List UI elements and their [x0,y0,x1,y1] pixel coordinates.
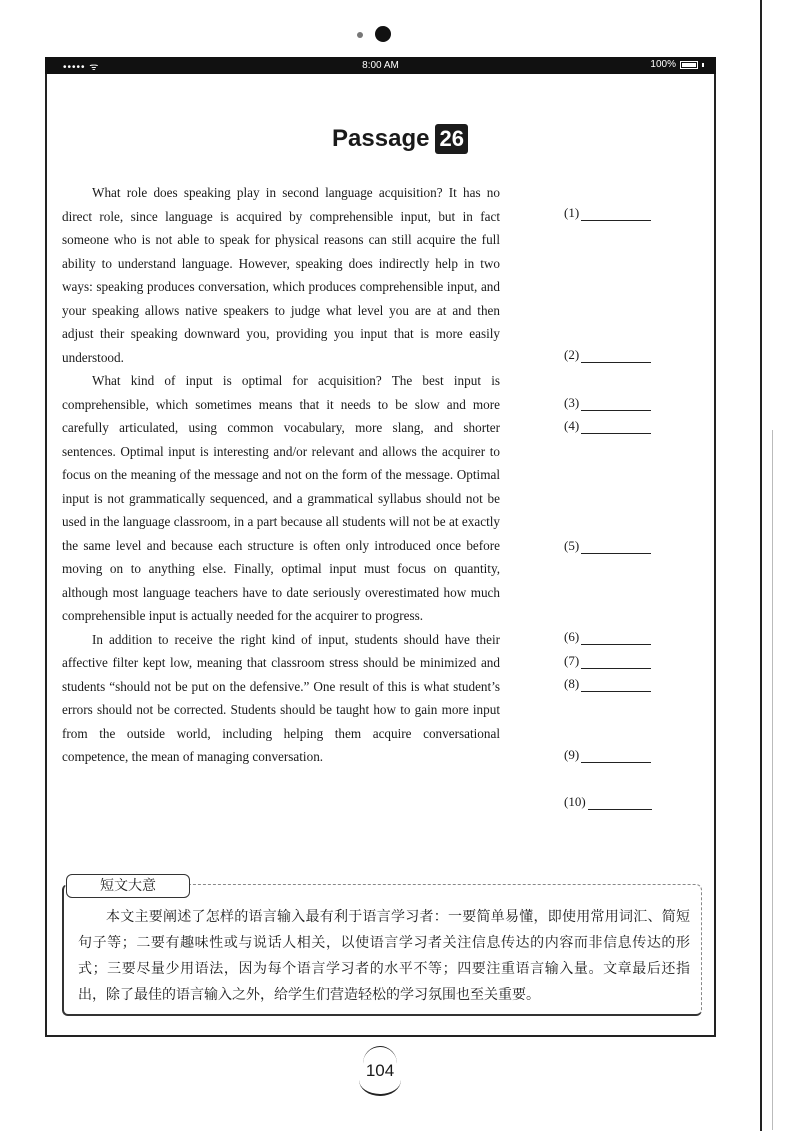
summary-heading: 短文大意 [66,874,190,898]
answer-blank-8[interactable]: (8) [564,676,651,692]
answer-blank-5[interactable]: (5) [564,538,651,554]
answer-blank-6[interactable]: (6) [564,629,651,645]
signal-indicator: ••••• ᯤ [63,62,100,73]
page-edge-line [760,0,762,1131]
battery-percent: 100% [650,59,676,70]
binder-hole [375,26,391,42]
paragraph: What kind of input is optimal for acquisition? The best input is comprehensible, which sometimes means that it needs to be slow and more carefully articulated, using common vocabulary, more slang, and shorter sentences. Optimal input is interesting and/or relevant and allows the acquirer to focus on the meaning of the message and not on the form of the message. Optimal input is not grammatically sequenced, and a grammatical syllabus should not be used in the language classroom, in a part because all students will not be at exactly the same level and because each structure is often only introduced once before moving on to anything else. Finally, optimal input must focus on quantity, although most language teachers have to date seriously overestimated how much comprehensible input is actually needed for the acquirer to progress. [62,373,500,623]
page-title [0,124,800,154]
answer-blank-7[interactable]: (7) [564,653,651,669]
answer-blank-9[interactable]: (9) [564,747,651,763]
passage-number-badge: 26 [435,124,467,154]
answer-blank-10[interactable]: (10) [564,794,652,810]
status-bar [45,57,716,74]
paragraph: In addition to receive the right kind of input, students should have their affective filter kept low, meaning that classroom stress should be minimized and students “should not be put on the defensive.” One result of this is what student’s errors should not be corrected. Students should be taught how to gain more input from the outside world, including helping them acquire conversational competence, the mean of managing conversation. [62,631,500,764]
battery-tip-icon [702,63,704,67]
answer-blank-1[interactable]: (1) [564,205,651,221]
paragraph: What role does speaking play in second language acquisition? It has no direct role, since language is acquired by comprehensible input, but in fact someone who is not able to speak for physical reasons can still acquire the full ability to understand language. However, speaking does indirectly help in two ways: speaking produces conversation, which produces comprehensible input, and your speaking allows native speakers to judge what level you are at and then adjust their speaking downward you, providing you input that is more easily understood. [62,185,500,365]
passage-body [62,181,500,769]
answer-blank-2[interactable]: (2) [564,347,651,363]
battery-icon [680,61,698,69]
summary-paragraph: 本文主要阐述了怎样的语言输入最有利于语言学习者：一要简单易懂，即使用常用词汇、简短句子等；二要有趣味性或与说话人相关，以使语言学习者关注信息传达的内容而非信息传达的形式；三要尽量少用语法，因为每个语言学习者的水平不等；四要注重语言输入量。文章最后还指出，除了最佳的语言输入之外，给学生们营造轻松的学习氛围也至关重要。 [78,909,690,1003]
answer-blank-4[interactable]: (4) [564,418,651,434]
binder-hole-small [357,32,363,38]
battery-status [650,59,704,70]
page-edge-line-faint [772,430,773,1130]
summary-text [78,904,690,1008]
title-label: Passage [332,125,430,152]
answer-blank-3[interactable]: (3) [564,395,651,411]
page-number: 104 [355,1048,405,1094]
status-time: 8:00 AM [362,60,399,71]
